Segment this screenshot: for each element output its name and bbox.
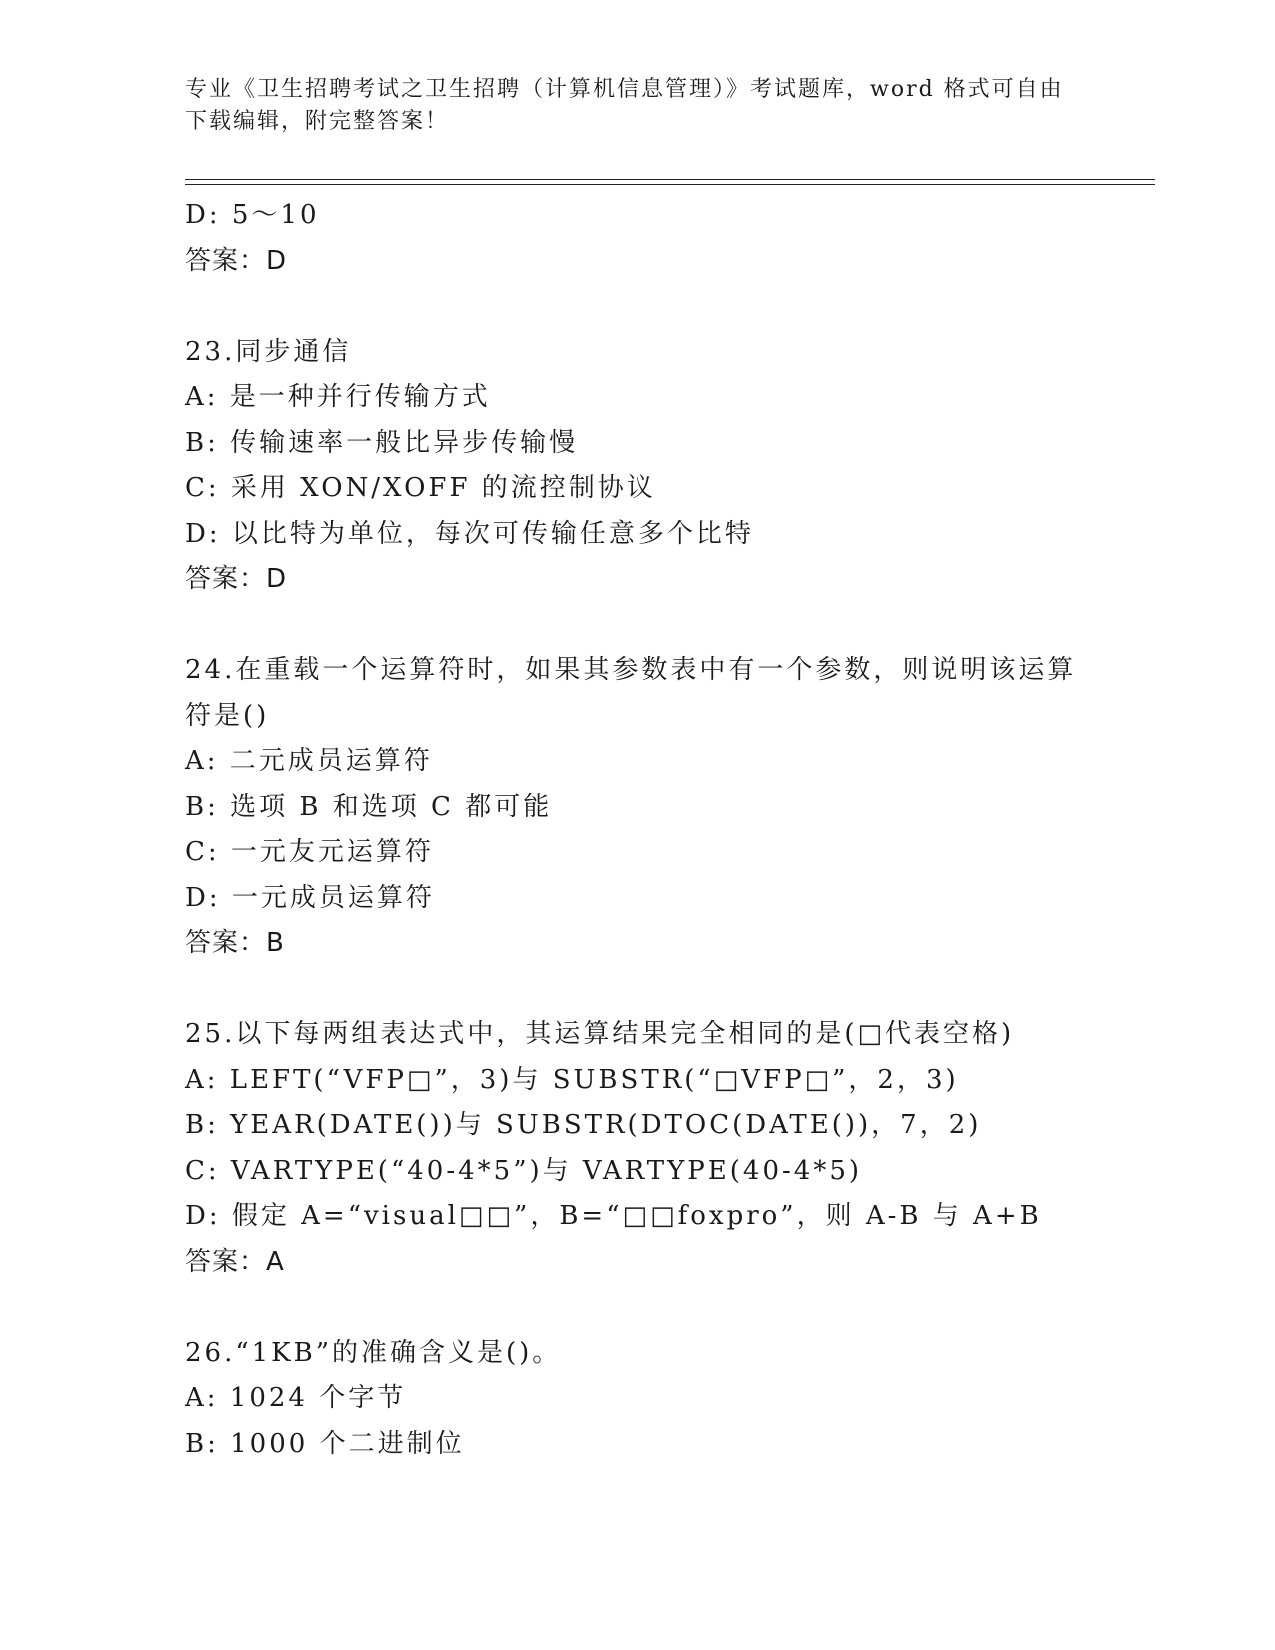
option-b: B: YEAR(DATE())与 SUBSTR(DTOC(DATE())，7，2) — [185, 1110, 982, 1140]
question-title: 23.同步通信 — [185, 336, 352, 367]
answer-line: 答案：B — [185, 928, 285, 958]
option-a: A: 二元成员运算符 — [185, 746, 433, 776]
spacer — [185, 603, 1085, 649]
header-divider-top — [185, 179, 1155, 180]
spacer — [185, 284, 1085, 330]
option-c: C: 采用 XON/XOFF 的流控制协议 — [185, 473, 656, 503]
option-a: A: 是一种并行传输方式 — [185, 382, 491, 412]
question-block — [185, 648, 1085, 967]
question-block — [185, 1012, 1085, 1285]
option-d: D: 以比特为单位，每次可传输任意多个比特 — [185, 518, 754, 549]
answer-line: 答案：A — [185, 1246, 285, 1277]
option-d: D: 假定 A=“visual□□”，B=“□□foxpro”，则 A-B 与 A+B — [185, 1201, 1042, 1231]
option-d: D: 一元成员运算符 — [185, 882, 435, 913]
question-title: 25.以下每两组表达式中，其运算结果完全相同的是(□代表空格) — [185, 1019, 1015, 1049]
question-title: 26.“1KB”的准确含义是()。 — [185, 1337, 562, 1368]
answer-line: 答案：D — [185, 564, 288, 594]
header-divider-bottom — [185, 184, 1155, 185]
option-c: C: VARTYPE(“40-4*5”)与 VARTYPE(40-4*5) — [185, 1155, 863, 1186]
option-c: C: 一元友元运算符 — [185, 837, 434, 867]
option-b: B: 1000 个二进制位 — [185, 1428, 465, 1459]
option-b: B: 传输速率一般比异步传输慢 — [185, 427, 579, 458]
option-d: D: 5～10 — [185, 200, 320, 230]
option-b: B: 选项 B 和选项 C 都可能 — [185, 791, 553, 822]
header-text: 专业《卫生招聘考试之卫生招聘（计算机信息管理）》考试题库，word 格式可自由下载编辑，附完整答案！ — [185, 77, 1064, 134]
spacer — [185, 1285, 1085, 1331]
spacer — [185, 967, 1085, 1013]
question-block — [185, 1331, 1085, 1468]
answer-line: 答案：D — [185, 245, 288, 276]
option-a: A: LEFT(“VFP□”，3)与 SUBSTR(“□VFP□”，2，3) — [185, 1064, 959, 1095]
page-header — [185, 74, 1065, 138]
document-body — [185, 193, 1085, 1467]
question-title: 24.在重载一个运算符时，如果其参数表中有一个参数，则说明该运算符是() — [185, 655, 1077, 731]
option-a: A: 1024 个字节 — [185, 1383, 407, 1413]
question-block — [185, 330, 1085, 603]
